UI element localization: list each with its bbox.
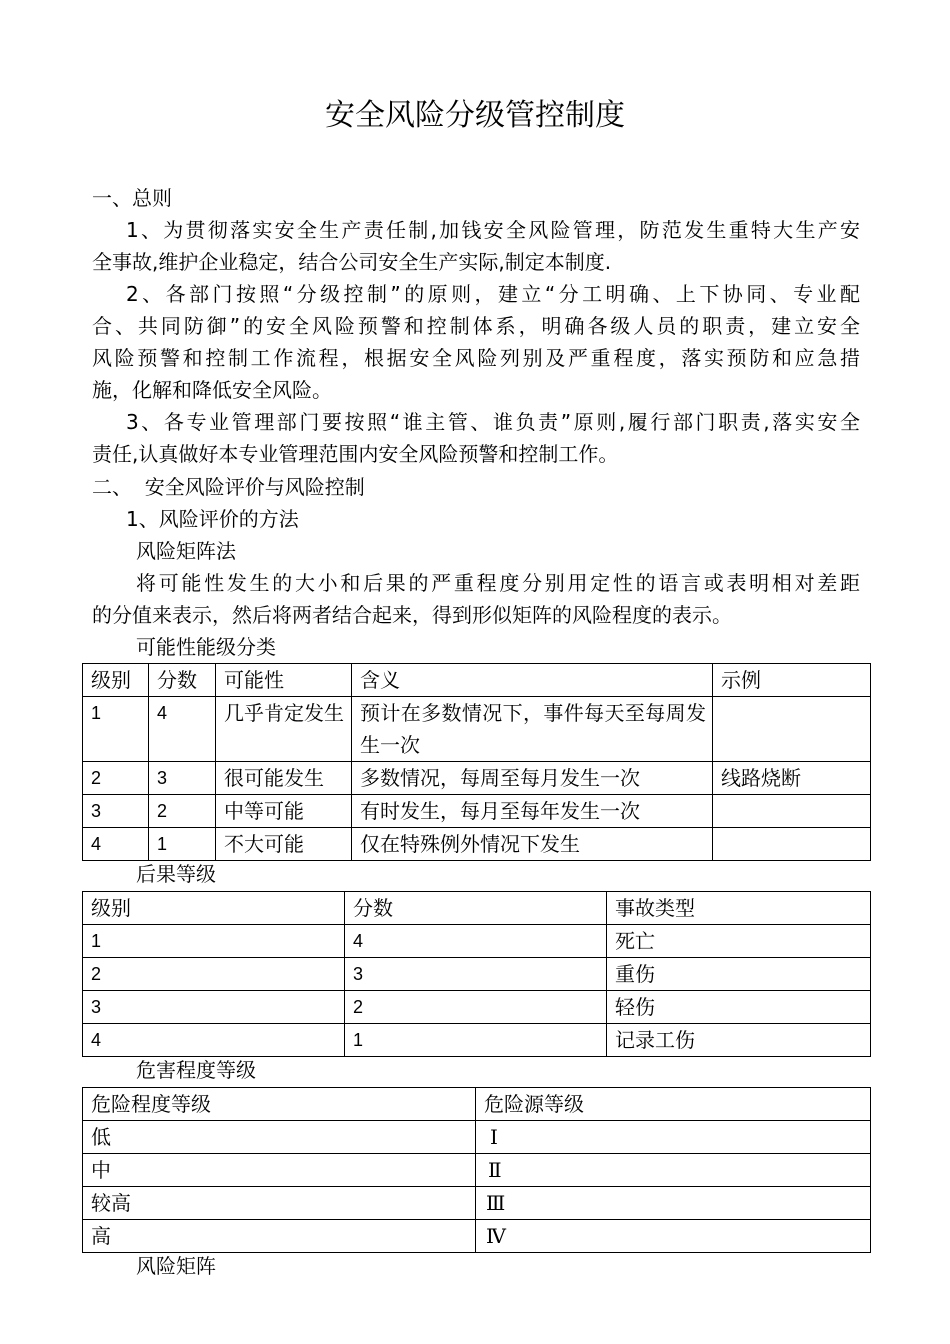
- paragraph-2-line-3: 风险预警和控制工作流程，根据安全风险列别及严重程度，落实预防和应急措: [92, 346, 860, 370]
- hazard-cell-source-level: Ⅰ: [476, 1121, 871, 1154]
- consequence-cell-score: 3: [345, 958, 607, 991]
- paragraph-2-line-2: 合、共同防御”的安全风险预警和控制体系，明确各级人员的职责，建立安全: [92, 314, 860, 338]
- table-row: [83, 1121, 871, 1154]
- consequence-cell-accident-type: 轻伤: [607, 991, 871, 1024]
- consequence-header-level: 级别: [83, 892, 345, 925]
- table-row: [83, 1187, 871, 1220]
- paragraph-2-line-4: 施，化解和降低安全风险。: [92, 378, 332, 402]
- likelihood-cell-level: 3: [83, 795, 149, 828]
- likelihood-header-example: 示例: [713, 664, 871, 697]
- likelihood-cell-example: [713, 697, 871, 762]
- likelihood-cell-score: 4: [149, 697, 216, 762]
- hazard-header-source-level: 危险源等级: [476, 1088, 871, 1121]
- table-row: [83, 1024, 871, 1057]
- consequence-header-row: [83, 892, 871, 925]
- hazard-level-table: [82, 1087, 871, 1253]
- hazard-table-caption: 危害程度等级: [136, 1058, 256, 1082]
- likelihood-table-caption: 可能性能级分类: [136, 635, 276, 659]
- subsection-heading-method: 1、风险评价的方法: [126, 507, 299, 531]
- hazard-header-row: [83, 1088, 871, 1121]
- consequence-cell-level: 3: [83, 991, 345, 1024]
- likelihood-cell-level: 4: [83, 828, 149, 861]
- document-title: 安全风险分级管控制度: [325, 98, 625, 133]
- section-heading-risk-evaluation: 二、 安全风险评价与风险控制: [92, 475, 365, 499]
- likelihood-cell-level: 1: [83, 697, 149, 762]
- hazard-cell-degree: 高: [83, 1220, 476, 1253]
- paragraph-3-line-2: 责任,认真做好本专业管理范围内安全风险预警和控制工作。: [92, 442, 619, 466]
- hazard-cell-degree: 较高: [83, 1187, 476, 1220]
- consequence-cell-level: 1: [83, 925, 345, 958]
- likelihood-header-row: [83, 664, 871, 697]
- consequence-cell-level: 4: [83, 1024, 345, 1057]
- likelihood-cell-score: 3: [149, 762, 216, 795]
- likelihood-cell-possibility: 几乎肯定发生: [216, 697, 352, 762]
- likelihood-cell-example: [713, 795, 871, 828]
- likelihood-table: [82, 663, 871, 861]
- paragraph-1-line-1: 1、为贯彻落实安全生产责任制,加钱安全风险管理，防范发生重特大生产安: [126, 218, 860, 242]
- likelihood-header-score: 分数: [149, 664, 216, 697]
- consequence-cell-accident-type: 记录工伤: [607, 1024, 871, 1057]
- hazard-cell-source-level: Ⅳ: [476, 1220, 871, 1253]
- consequence-cell-accident-type: 重伤: [607, 958, 871, 991]
- likelihood-cell-possibility: 不大可能: [216, 828, 352, 861]
- likelihood-cell-level: 2: [83, 762, 149, 795]
- hazard-cell-degree: 中: [83, 1154, 476, 1187]
- likelihood-cell-meaning: 多数情况，每周至每月发生一次: [352, 762, 713, 795]
- consequence-table: [82, 891, 871, 1057]
- consequence-table-caption: 后果等级: [136, 862, 216, 886]
- method-description-line-2: 的分值来表示，然后将两者结合起来，得到形似矩阵的风险程度的表示。: [92, 603, 732, 627]
- consequence-header-score: 分数: [345, 892, 607, 925]
- consequence-cell-score: 4: [345, 925, 607, 958]
- likelihood-cell-example: 线路烧断: [713, 762, 871, 795]
- table-row: [83, 697, 871, 762]
- likelihood-header-possibility: 可能性: [216, 664, 352, 697]
- likelihood-header-meaning: 含义: [352, 664, 713, 697]
- method-description-line-1: 将可能性发生的大小和后果的严重程度分别用定性的语言或表明相对差距: [136, 571, 860, 595]
- consequence-header-accident-type: 事故类型: [607, 892, 871, 925]
- hazard-cell-degree: 低: [83, 1121, 476, 1154]
- likelihood-cell-possibility: 很可能发生: [216, 762, 352, 795]
- table-row: [83, 991, 871, 1024]
- table-row: [83, 1154, 871, 1187]
- likelihood-cell-example: [713, 828, 871, 861]
- likelihood-cell-score: 2: [149, 795, 216, 828]
- table-row: [83, 828, 871, 861]
- hazard-cell-source-level: Ⅱ: [476, 1154, 871, 1187]
- table-row: [83, 1220, 871, 1253]
- consequence-cell-score: 2: [345, 991, 607, 1024]
- risk-matrix-caption: 风险矩阵: [136, 1254, 216, 1278]
- consequence-cell-score: 1: [345, 1024, 607, 1057]
- table-row: [83, 925, 871, 958]
- hazard-header-degree: 危险程度等级: [83, 1088, 476, 1121]
- likelihood-cell-possibility: 中等可能: [216, 795, 352, 828]
- likelihood-header-level: 级别: [83, 664, 149, 697]
- paragraph-3-line-1: 3、各专业管理部门要按照“谁主管、谁负责”原则,履行部门职责,落实安全: [126, 410, 860, 434]
- hazard-cell-source-level: Ⅲ: [476, 1187, 871, 1220]
- paragraph-1-line-2: 全事故,维护企业稳定，结合公司安全生产实际,制定本制度.: [92, 250, 612, 274]
- paragraph-2-line-1: 2、各部门按照“分级控制”的原则，建立“分工明确、上下协同、专业配: [126, 282, 860, 306]
- consequence-cell-level: 2: [83, 958, 345, 991]
- likelihood-cell-meaning: 有时发生，每月至每年发生一次: [352, 795, 713, 828]
- table-row: [83, 958, 871, 991]
- likelihood-cell-score: 1: [149, 828, 216, 861]
- method-name: 风险矩阵法: [136, 539, 236, 563]
- likelihood-cell-meaning: 预计在多数情况下，事件每天至每周发生一次: [352, 697, 713, 762]
- section-heading-general: 一、总则: [92, 186, 172, 210]
- consequence-cell-accident-type: 死亡: [607, 925, 871, 958]
- likelihood-cell-meaning: 仅在特殊例外情况下发生: [352, 828, 713, 861]
- table-row: [83, 795, 871, 828]
- table-row: [83, 762, 871, 795]
